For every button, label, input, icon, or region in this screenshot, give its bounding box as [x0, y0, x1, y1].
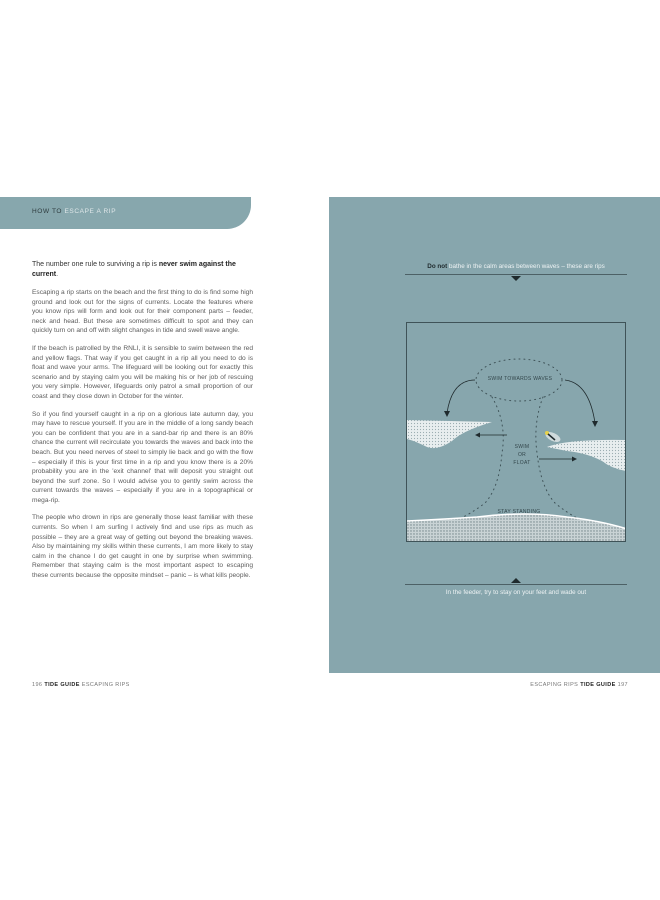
- lead-paragraph: [32, 260, 253, 280]
- label-swim: SWIM: [514, 444, 530, 450]
- label-or: OR: [517, 452, 527, 458]
- label-swim-or-float: [507, 443, 537, 467]
- section-title-prefix: HOW TO: [32, 208, 63, 215]
- book-title: TIDE GUIDE: [580, 682, 616, 688]
- paragraph: Escaping a rip starts on the beach and the first thing to do is find some high ground and look out for the signs of currents. Locate the features where you know rips will form and look out for their component parts – feeder, neck and head. But these are sometimes difficult to spot and they can quickly turn on and off with slight changes in tide and swell wave angle.: [32, 289, 253, 335]
- divider-top: [405, 274, 627, 275]
- page-number: 197: [617, 682, 628, 688]
- label-float: FLOAT: [513, 460, 531, 466]
- caption-bottom: In the feeder, try to stay on your feet and wade out: [445, 589, 587, 596]
- lead-emphasis: never swim against the current: [32, 261, 236, 278]
- paragraph: If the beach is patrolled by the RNLI, it is sensible to swim between the red and yellow flags. That way if you get caught in a rip all you need to do is float and wave your arms. The lifeguard will be looking out for exactly this scenario and by staying calm you will be making his or her job of rescuing you very simple. However, lifeguards only patrol a small proportion of our coast and they close down in October for the winter.: [32, 344, 253, 400]
- section-header-tab: [0, 197, 251, 229]
- label-stay-standing: STAY STANDING: [497, 509, 541, 515]
- label-swim-towards-waves: SWIM TOWARDS WAVES: [487, 376, 553, 382]
- book-title: TIDE GUIDE: [44, 682, 80, 688]
- lead-text: The number one rule to surviving a rip is: [32, 261, 159, 268]
- folio-right: [530, 682, 628, 688]
- caption-top: [406, 263, 626, 270]
- caption-top-emphasis: Do not: [427, 263, 448, 270]
- body-text: [32, 260, 253, 589]
- chapter-title: ESCAPING RIPS: [81, 682, 130, 688]
- paragraph: The people who drown in rips are generally those least familiar with these currents. So when I am surfing I actively find and use rips as much as possible – they are a great way of getting out beyond the breaking waves. Also by maintaining my skills within these currents, I am more likely to stay calm in the chance I do get caught in one by surprise when swimming. Remember that staying calm is the most important aspect to escaping these currents because the opposite mindset – panic – is what kills people.: [32, 514, 253, 580]
- triangle-up-icon: [511, 578, 521, 583]
- folio-left: [32, 682, 130, 688]
- caption-top-text: bathe in the calm areas between waves – these are rips: [447, 263, 605, 270]
- section-title: [32, 208, 116, 215]
- divider-bottom: [405, 584, 627, 585]
- page-number: 196: [32, 682, 43, 688]
- paragraph: So if you find yourself caught in a rip on a glorious late autumn day, you may have to rescue yourself. If you are in the middle of a long sandy beach you can be confident that you are in a sand-bar rip and there is an 80% chance the current will recirculate you towards the waves and back into the beach. But you need nerves of steel to simply lie back and go with the flow – especially if this is your first time in a rip and you know there is a 20% probability you are in the 'exit channel' that will deposit you straight out beyond the surf zone. So I would advise you to gently swim across the current towards the waves – especially if you are in a topographical or mega-rip.: [32, 410, 253, 504]
- section-title-suffix: ESCAPE A RIP: [64, 208, 117, 215]
- rip-current-diagram: [406, 322, 626, 542]
- lead-end: .: [56, 271, 59, 278]
- chapter-title: ESCAPING RIPS: [530, 682, 579, 688]
- triangle-down-icon: [511, 276, 521, 281]
